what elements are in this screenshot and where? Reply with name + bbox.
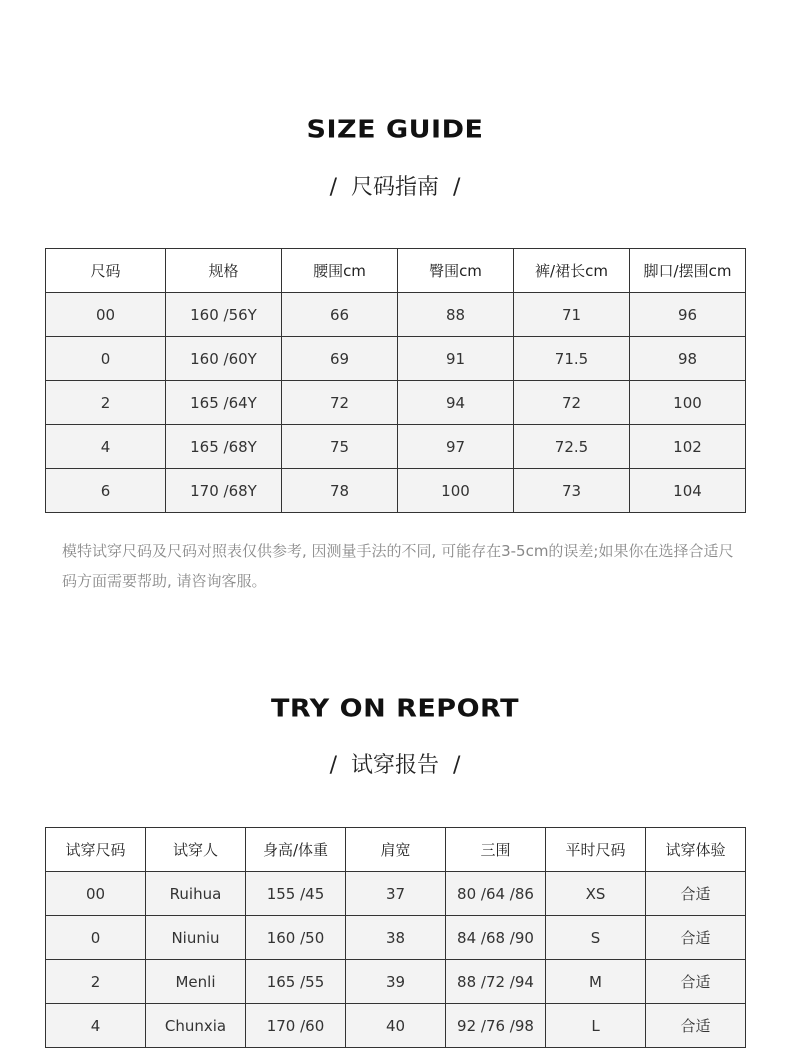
cell-shoulder: 38 — [346, 916, 446, 960]
table-header-row — [46, 828, 746, 872]
cell-spec: 160 /56Y — [166, 293, 282, 337]
cell-height-weight: 160 /50 — [246, 916, 346, 960]
cell-length: 71 — [514, 293, 630, 337]
table-row — [46, 337, 746, 381]
header-tester: 试穿人 — [146, 828, 246, 872]
cell-waist: 66 — [282, 293, 398, 337]
cell-hem: 98 — [630, 337, 746, 381]
table-row — [46, 381, 746, 425]
cell-shoulder: 39 — [346, 960, 446, 1004]
cell-hip: 91 — [398, 337, 514, 381]
cell-size: 0 — [46, 337, 166, 381]
cell-hip: 100 — [398, 469, 514, 513]
size-guide-subtitle: / 尺码指南 / — [329, 175, 461, 200]
cell-usual-size: L — [546, 1004, 646, 1048]
try-on-report-title: TRY ON REPORT — [270, 694, 520, 723]
table-row — [46, 1004, 746, 1048]
cell-length: 73 — [514, 469, 630, 513]
cell-spec: 160 /60Y — [166, 337, 282, 381]
try-on-report-table — [45, 827, 746, 1048]
cell-size: 6 — [46, 469, 166, 513]
table-row — [46, 469, 746, 513]
header-length: 裤/裙长cm — [514, 249, 630, 293]
cell-size: 00 — [46, 293, 166, 337]
header-try-size: 试穿尺码 — [46, 828, 146, 872]
table-header-row — [46, 249, 746, 293]
header-height-weight: 身高/体重 — [246, 828, 346, 872]
cell-fit: 合适 — [646, 960, 746, 1004]
cell-hem: 104 — [630, 469, 746, 513]
cell-waist: 72 — [282, 381, 398, 425]
header-measurements: 三围 — [446, 828, 546, 872]
cell-hip: 88 — [398, 293, 514, 337]
cell-waist: 69 — [282, 337, 398, 381]
cell-fit: 合适 — [646, 916, 746, 960]
cell-measurements: 88 /72 /94 — [446, 960, 546, 1004]
cell-hip: 97 — [398, 425, 514, 469]
header-spec: 规格 — [166, 249, 282, 293]
cell-shoulder: 37 — [346, 872, 446, 916]
cell-try-size: 4 — [46, 1004, 146, 1048]
cell-usual-size: S — [546, 916, 646, 960]
cell-tester: Chunxia — [146, 1004, 246, 1048]
cell-usual-size: XS — [546, 872, 646, 916]
header-usual-size: 平时尺码 — [546, 828, 646, 872]
cell-hem: 102 — [630, 425, 746, 469]
header-hem: 脚口/摆围cm — [630, 249, 746, 293]
cell-hem: 96 — [630, 293, 746, 337]
cell-fit: 合适 — [646, 1004, 746, 1048]
size-guide-title: SIZE GUIDE — [306, 115, 484, 144]
size-guide-table — [45, 248, 746, 513]
cell-length: 71.5 — [514, 337, 630, 381]
table-row — [46, 425, 746, 469]
try-on-report-subtitle: / 试穿报告 / — [329, 753, 461, 778]
cell-tester: Menli — [146, 960, 246, 1004]
cell-spec: 165 /64Y — [166, 381, 282, 425]
cell-length: 72.5 — [514, 425, 630, 469]
header-hip: 臀围cm — [398, 249, 514, 293]
cell-waist: 78 — [282, 469, 398, 513]
cell-try-size: 00 — [46, 872, 146, 916]
cell-hem: 100 — [630, 381, 746, 425]
cell-measurements: 92 /76 /98 — [446, 1004, 546, 1048]
table-row — [46, 293, 746, 337]
cell-measurements: 84 /68 /90 — [446, 916, 546, 960]
table-row — [46, 916, 746, 960]
cell-waist: 75 — [282, 425, 398, 469]
header-shoulder: 肩宽 — [346, 828, 446, 872]
size-disclaimer-note: 模特试穿尺码及尺码对照表仅供参考, 因测量手法的不同, 可能存在3-5cm的误差;如果你在选择合适尺码方面需要帮助, 请咨询客服。 — [62, 542, 734, 590]
cell-fit: 合适 — [646, 872, 746, 916]
cell-height-weight: 155 /45 — [246, 872, 346, 916]
header-fit: 试穿体验 — [646, 828, 746, 872]
header-waist: 腰围cm — [282, 249, 398, 293]
cell-usual-size: M — [546, 960, 646, 1004]
cell-try-size: 0 — [46, 916, 146, 960]
cell-size: 4 — [46, 425, 166, 469]
cell-hip: 94 — [398, 381, 514, 425]
cell-spec: 170 /68Y — [166, 469, 282, 513]
cell-shoulder: 40 — [346, 1004, 446, 1048]
header-size: 尺码 — [46, 249, 166, 293]
cell-length: 72 — [514, 381, 630, 425]
cell-size: 2 — [46, 381, 166, 425]
table-row — [46, 960, 746, 1004]
cell-spec: 165 /68Y — [166, 425, 282, 469]
table-row — [46, 872, 746, 916]
cell-height-weight: 165 /55 — [246, 960, 346, 1004]
cell-height-weight: 170 /60 — [246, 1004, 346, 1048]
cell-try-size: 2 — [46, 960, 146, 1004]
cell-measurements: 80 /64 /86 — [446, 872, 546, 916]
cell-tester: Niuniu — [146, 916, 246, 960]
cell-tester: Ruihua — [146, 872, 246, 916]
